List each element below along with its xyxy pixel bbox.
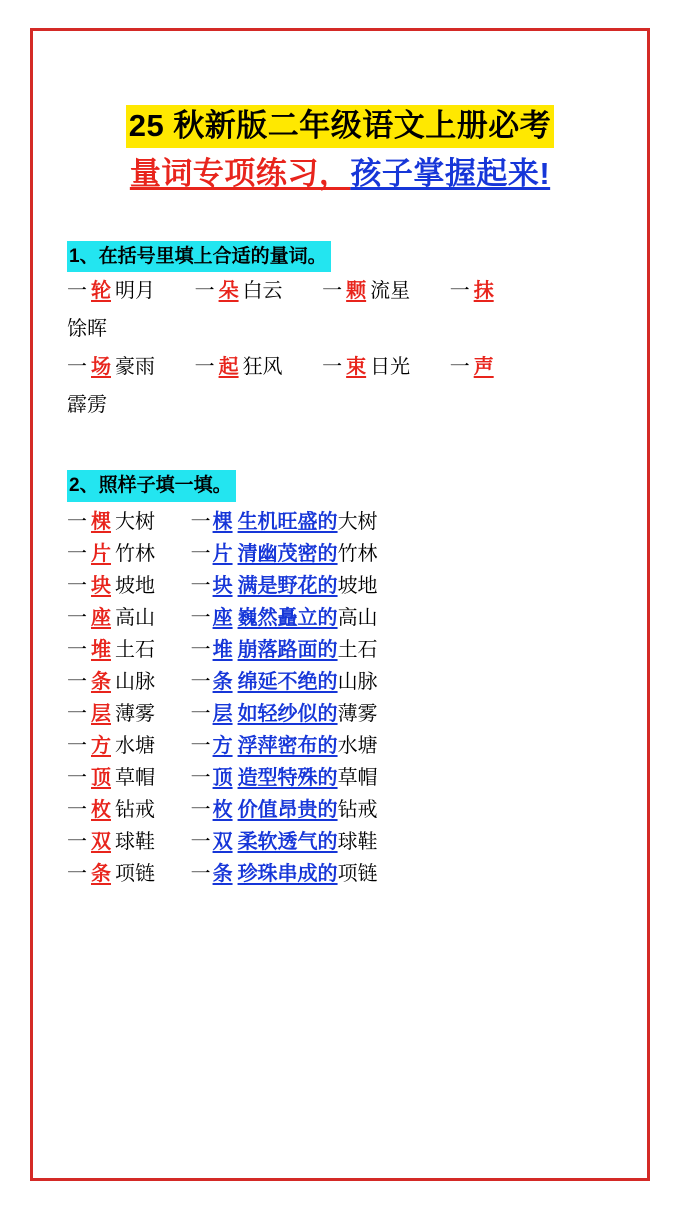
noun: 白云 <box>242 280 283 303</box>
list-item <box>67 794 613 826</box>
section-2-list <box>67 506 613 890</box>
list-item <box>67 762 613 794</box>
measure-word-blue: 方 <box>212 734 233 757</box>
phrase-item <box>195 272 283 311</box>
numeral: 一 <box>67 280 87 303</box>
phrase-expanded <box>191 863 378 885</box>
numeral: 一 <box>67 862 87 885</box>
section-1 <box>67 241 613 425</box>
list-item <box>67 858 613 890</box>
noun: 草帽 <box>115 766 155 789</box>
numeral: 一 <box>194 356 215 379</box>
phrase-item <box>67 348 155 387</box>
phrase-expanded <box>191 575 378 597</box>
list-item <box>67 666 613 698</box>
expanded-modifier <box>213 575 338 597</box>
noun: 钻戒 <box>115 798 155 821</box>
measure-word: 顶 <box>91 766 111 789</box>
phrase-item <box>195 348 283 387</box>
noun: 高山 <box>115 606 155 629</box>
phrase-plain <box>67 799 185 821</box>
modifier-text: 如轻纱似的 <box>237 702 338 725</box>
numeral: 一 <box>67 830 87 853</box>
measure-word-blue: 块 <box>212 574 233 597</box>
modifier-text: 生机旺盛的 <box>237 510 338 533</box>
measure-word: 起 <box>218 356 239 379</box>
noun: 狂风 <box>242 356 283 379</box>
section-1-wrap-2: 霹雳 <box>67 394 107 417</box>
modifier-text: 满是野花的 <box>237 574 338 597</box>
noun: 坡地 <box>337 574 378 597</box>
numeral: 一 <box>67 702 87 725</box>
numeral: 一 <box>322 280 343 303</box>
modifier-text: 价值昂贵的 <box>237 798 338 821</box>
measure-word: 块 <box>91 574 111 597</box>
measure-word: 抹 <box>473 280 494 303</box>
noun: 薄雾 <box>115 702 155 725</box>
measure-word: 颗 <box>346 280 367 303</box>
numeral: 一 <box>67 638 87 661</box>
phrase-plain <box>67 575 185 597</box>
phrase-plain <box>67 543 185 565</box>
phrase-expanded <box>191 831 378 853</box>
measure-word: 双 <box>91 830 111 853</box>
numeral: 一 <box>67 510 87 533</box>
page-title-line-1: 25 秋新版二年级语文上册必考 <box>126 105 555 148</box>
numeral: 一 <box>190 862 211 885</box>
phrase-plain <box>67 511 185 533</box>
phrase-expanded <box>191 511 378 533</box>
numeral: 一 <box>190 830 211 853</box>
noun: 水塘 <box>115 734 155 757</box>
measure-word: 方 <box>91 734 111 757</box>
measure-word-blue: 片 <box>212 542 233 565</box>
expanded-modifier <box>213 863 338 885</box>
measure-word: 场 <box>91 356 111 379</box>
expanded-modifier <box>213 511 338 533</box>
noun: 日光 <box>370 356 411 379</box>
phrase-expanded <box>191 671 378 693</box>
phrase-expanded <box>191 639 378 661</box>
section-1-row-2 <box>67 348 613 387</box>
red-border-frame <box>30 28 650 1181</box>
phrase-item <box>322 348 410 387</box>
section-1-heading: 1、在括号里填上合适的量词。 <box>67 241 331 273</box>
measure-word: 轮 <box>91 280 111 303</box>
numeral: 一 <box>194 280 215 303</box>
phrase-plain <box>67 863 185 885</box>
noun: 大树 <box>115 510 155 533</box>
numeral: 一 <box>190 702 211 725</box>
expanded-modifier <box>213 639 338 661</box>
modifier-text: 巍然矗立的 <box>237 606 338 629</box>
section-2 <box>67 470 613 890</box>
numeral: 一 <box>190 510 211 533</box>
modifier-text: 浮萍密布的 <box>237 734 338 757</box>
modifier-text: 清幽茂密的 <box>237 542 338 565</box>
modifier-text: 珍珠串成的 <box>237 862 338 885</box>
modifier-text: 柔软透气的 <box>237 830 338 853</box>
expanded-modifier <box>213 735 338 757</box>
section-2-heading: 2、照样子填一填。 <box>67 470 236 502</box>
numeral: 一 <box>190 638 211 661</box>
list-item <box>67 826 613 858</box>
list-item <box>67 634 613 666</box>
numeral: 一 <box>449 356 470 379</box>
noun: 钻戒 <box>337 798 378 821</box>
numeral: 一 <box>449 280 470 303</box>
measure-word: 条 <box>91 670 111 693</box>
phrase-expanded <box>191 735 378 757</box>
section-1-row-1 <box>67 272 613 311</box>
list-item <box>67 538 613 570</box>
noun: 球鞋 <box>115 830 155 853</box>
expanded-modifier <box>213 543 338 565</box>
numeral: 一 <box>67 670 87 693</box>
noun: 山脉 <box>115 670 155 693</box>
phrase-plain <box>67 831 185 853</box>
phrase-plain <box>67 767 185 789</box>
measure-word-blue: 堆 <box>212 638 233 661</box>
list-item <box>67 730 613 762</box>
noun: 山脉 <box>337 670 378 693</box>
list-item <box>67 570 613 602</box>
modifier-text: 绵延不绝的 <box>237 670 338 693</box>
list-item <box>67 602 613 634</box>
noun: 土石 <box>337 638 378 661</box>
list-item <box>67 506 613 538</box>
measure-word: 座 <box>91 606 111 629</box>
phrase-item <box>450 348 498 387</box>
numeral: 一 <box>67 542 87 565</box>
numeral: 一 <box>322 356 343 379</box>
modifier-text: 造型特殊的 <box>237 766 338 789</box>
phrase-expanded <box>191 543 378 565</box>
numeral: 一 <box>190 670 211 693</box>
measure-word: 层 <box>91 702 111 725</box>
expanded-modifier <box>213 799 338 821</box>
noun: 竹林 <box>337 542 378 565</box>
phrase-plain <box>67 671 185 693</box>
numeral: 一 <box>190 606 211 629</box>
section-1-wrap-1: 馀晖 <box>67 318 107 341</box>
noun: 薄雾 <box>337 702 378 725</box>
page-title-line-2 <box>67 154 613 195</box>
phrase-plain <box>67 703 185 725</box>
noun: 坡地 <box>115 574 155 597</box>
expanded-modifier <box>213 607 338 629</box>
phrase-item <box>322 272 410 311</box>
noun: 竹林 <box>115 542 155 565</box>
noun: 项链 <box>115 862 155 885</box>
numeral: 一 <box>190 766 211 789</box>
modifier-text: 崩落路面的 <box>237 638 338 661</box>
measure-word-blue: 层 <box>212 702 233 725</box>
numeral: 一 <box>190 798 211 821</box>
phrase-expanded <box>191 703 378 725</box>
measure-word-blue: 双 <box>212 830 233 853</box>
measure-word: 声 <box>473 356 494 379</box>
list-item <box>67 698 613 730</box>
noun: 流星 <box>370 280 411 303</box>
measure-word-blue: 顶 <box>212 766 233 789</box>
expanded-modifier <box>213 671 338 693</box>
numeral: 一 <box>67 574 87 597</box>
phrase-plain <box>67 735 185 757</box>
numeral: 一 <box>190 542 211 565</box>
expanded-modifier <box>213 831 338 853</box>
noun: 球鞋 <box>337 830 378 853</box>
expanded-modifier <box>213 767 338 789</box>
measure-word-blue: 棵 <box>212 510 233 533</box>
noun: 明月 <box>115 280 155 303</box>
numeral: 一 <box>67 766 87 789</box>
page-title-blue-part: 孩子掌握起来! <box>350 155 551 191</box>
measure-word: 片 <box>91 542 111 565</box>
numeral: 一 <box>190 574 211 597</box>
page-title-red-part: 量词专项练习， <box>129 155 351 191</box>
measure-word: 枚 <box>91 798 111 821</box>
title-block <box>67 105 613 195</box>
measure-word: 堆 <box>91 638 111 661</box>
phrase-item <box>67 272 155 311</box>
measure-word: 束 <box>346 356 367 379</box>
measure-word: 条 <box>91 862 111 885</box>
noun: 高山 <box>337 606 378 629</box>
measure-word-blue: 座 <box>212 606 233 629</box>
measure-word: 朵 <box>218 280 239 303</box>
noun: 土石 <box>115 638 155 661</box>
phrase-plain <box>67 607 185 629</box>
phrase-expanded <box>191 607 378 629</box>
measure-word-blue: 条 <box>212 862 233 885</box>
phrase-expanded <box>191 767 378 789</box>
noun: 水塘 <box>337 734 378 757</box>
measure-word: 棵 <box>91 510 111 533</box>
numeral: 一 <box>67 798 87 821</box>
phrase-expanded <box>191 799 378 821</box>
expanded-modifier <box>213 703 338 725</box>
numeral: 一 <box>67 606 87 629</box>
phrase-item <box>450 272 498 311</box>
numeral: 一 <box>190 734 211 757</box>
numeral: 一 <box>67 734 87 757</box>
noun: 草帽 <box>337 766 378 789</box>
noun: 大树 <box>337 510 378 533</box>
measure-word-blue: 条 <box>212 670 233 693</box>
numeral: 一 <box>67 356 87 379</box>
measure-word-blue: 枚 <box>212 798 233 821</box>
phrase-plain <box>67 639 185 661</box>
noun: 项链 <box>337 862 378 885</box>
noun: 豪雨 <box>115 356 155 379</box>
